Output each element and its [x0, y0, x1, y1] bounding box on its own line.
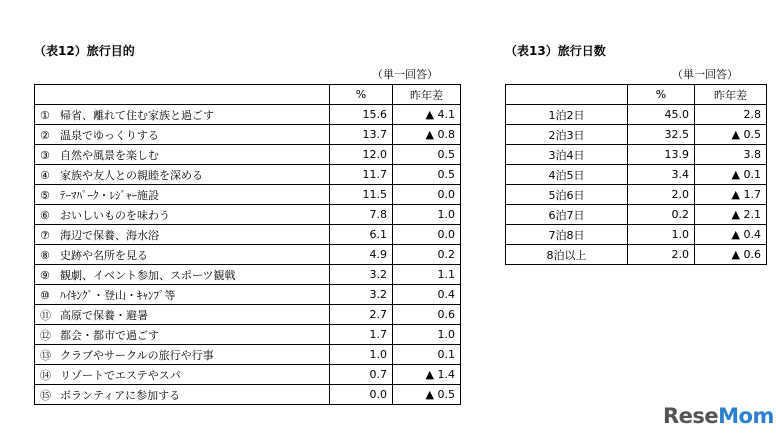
pct-cell: 13.7: [330, 125, 393, 145]
purpose-label: 帰省、離れて住む家族と過ごす: [60, 108, 214, 122]
purpose-label-cell: [35, 225, 330, 245]
travel-days-table: [505, 84, 767, 265]
pct-cell: 2.7: [330, 305, 393, 325]
row-number: ⑬: [40, 348, 51, 362]
pct-cell: 13.9: [628, 145, 695, 165]
logo-text-rese: Rese: [663, 404, 719, 428]
purpose-label: 高原で保養・避暑: [60, 308, 148, 322]
table-row: [506, 165, 767, 185]
table-row: [35, 365, 461, 385]
pct-cell: 12.0: [330, 145, 393, 165]
purpose-label: 自然や風景を楽しむ: [60, 148, 159, 162]
purpose-label: 史跡や名所を見る: [60, 248, 148, 262]
diff-cell: ▲ 0.5: [695, 125, 767, 145]
days-label-cell: 1泊2日: [506, 105, 628, 125]
diff-cell: ▲ 0.8: [393, 125, 461, 145]
row-number: ⑤: [40, 188, 50, 202]
table-row: [35, 245, 461, 265]
purpose-label-cell: [35, 105, 330, 125]
pct-cell: 15.6: [330, 105, 393, 125]
row-number: ⑧: [40, 248, 50, 262]
table-row: [35, 165, 461, 185]
purpose-label-cell: [35, 245, 330, 265]
pct-cell: 0.0: [330, 385, 393, 405]
diff-cell: 0.5: [393, 165, 461, 185]
table-row: [35, 225, 461, 245]
purpose-label: 家族や友人との親睦を深める: [60, 168, 203, 182]
table-row: [506, 205, 767, 225]
purpose-label-cell: [35, 205, 330, 225]
diff-cell: 0.0: [393, 225, 461, 245]
row-number: ⑫: [40, 328, 51, 342]
purpose-label-cell: [35, 145, 330, 165]
row-number: ⑨: [40, 268, 50, 282]
days-label-cell: 3泊4日: [506, 145, 628, 165]
days-label-cell: 7泊8日: [506, 225, 628, 245]
table-row: [35, 105, 461, 125]
table-row: [35, 285, 461, 305]
table12-header-diff: 昨年差: [393, 85, 461, 105]
table12-note: （単一回答）: [372, 68, 438, 81]
table13-header-pct: %: [628, 85, 695, 105]
row-number: ②: [40, 128, 50, 142]
purpose-label-cell: [35, 345, 330, 365]
pct-cell: 4.9: [330, 245, 393, 265]
pct-cell: 3.2: [330, 265, 393, 285]
pct-cell: 45.0: [628, 105, 695, 125]
pct-cell: 2.0: [628, 185, 695, 205]
table13-note: （単一回答）: [672, 68, 738, 81]
pct-cell: 1.7: [330, 325, 393, 345]
diff-cell: 2.8: [695, 105, 767, 125]
pct-cell: 1.0: [628, 225, 695, 245]
diff-cell: 0.0: [393, 185, 461, 205]
diff-cell: ▲ 1.4: [393, 365, 461, 385]
table-row: [35, 345, 461, 365]
purpose-label-cell: [35, 385, 330, 405]
logo-text-mom: Mom: [718, 404, 774, 428]
purpose-label-cell: [35, 165, 330, 185]
diff-cell: 0.2: [393, 245, 461, 265]
table-row: [506, 185, 767, 205]
table-row: [506, 225, 767, 245]
pct-cell: 0.7: [330, 365, 393, 385]
days-label-cell: 2泊3日: [506, 125, 628, 145]
table-row: [35, 145, 461, 165]
diff-cell: 1.1: [393, 265, 461, 285]
row-number: ⑭: [40, 368, 51, 382]
table-row: [35, 185, 461, 205]
pct-cell: 11.5: [330, 185, 393, 205]
diff-cell: 0.1: [393, 345, 461, 365]
table-row: [506, 105, 767, 125]
pct-cell: 11.7: [330, 165, 393, 185]
table13-title: （表13）旅行日数: [505, 44, 606, 58]
resemom-logo: [663, 404, 774, 428]
row-number: ⑩: [40, 288, 50, 302]
purpose-label-cell: [35, 125, 330, 145]
diff-cell: ▲ 0.5: [393, 385, 461, 405]
purpose-label-cell: [35, 305, 330, 325]
purpose-label: 温泉でゆっくりする: [60, 128, 159, 142]
diff-cell: 3.8: [695, 145, 767, 165]
pct-cell: 7.8: [330, 205, 393, 225]
purpose-label: ﾊｲｷﾝｸﾞ・登山・ｷｬﾝﾌﾟ等: [60, 288, 176, 302]
table12-header-pct: %: [330, 85, 393, 105]
purpose-label-cell: [35, 365, 330, 385]
purpose-label: リゾートでエステやスパ: [60, 368, 181, 382]
table13-header-diff: 昨年差: [695, 85, 767, 105]
table-row: [35, 385, 461, 405]
purpose-label: ﾃｰﾏﾊﾟｰｸ・ﾚｼﾞｬｰ施設: [60, 188, 159, 202]
purpose-label-cell: [35, 285, 330, 305]
days-label-cell: 5泊6日: [506, 185, 628, 205]
row-number: ⑥: [40, 208, 50, 222]
pct-cell: 32.5: [628, 125, 695, 145]
table12-title: （表12）旅行目的: [34, 44, 135, 58]
table13-header-row: [506, 85, 767, 105]
purpose-label: クラブやサークルの旅行や行事: [60, 348, 214, 362]
days-label-cell: 8泊以上: [506, 245, 628, 265]
row-number: ①: [40, 108, 50, 122]
purpose-label-cell: [35, 265, 330, 285]
table-row: [35, 305, 461, 325]
pct-cell: 6.1: [330, 225, 393, 245]
table-row: [506, 245, 767, 265]
days-label-cell: 6泊7日: [506, 205, 628, 225]
pct-cell: 0.2: [628, 205, 695, 225]
purpose-label: ボランティアに参加する: [60, 388, 181, 402]
purpose-label: 海辺で保養、海水浴: [60, 228, 159, 242]
purpose-label: 都会・都市で過ごす: [60, 328, 159, 342]
diff-cell: 0.4: [393, 285, 461, 305]
diff-cell: ▲ 0.1: [695, 165, 767, 185]
table-row: [35, 205, 461, 225]
row-number: ⑮: [40, 388, 51, 402]
diff-cell: ▲ 0.4: [695, 225, 767, 245]
purpose-label: おいしいものを味わう: [60, 208, 170, 222]
pct-cell: 3.4: [628, 165, 695, 185]
diff-cell: ▲ 4.1: [393, 105, 461, 125]
table12-header-label: [35, 85, 330, 105]
table-row: [35, 265, 461, 285]
diff-cell: 1.0: [393, 205, 461, 225]
travel-purpose-table: [34, 84, 461, 405]
days-label-cell: 4泊5日: [506, 165, 628, 185]
row-number: ④: [40, 168, 50, 182]
pct-cell: 3.2: [330, 285, 393, 305]
table-row: [506, 145, 767, 165]
table13-header-label: [506, 85, 628, 105]
table-row: [35, 325, 461, 345]
diff-cell: 0.6: [393, 305, 461, 325]
diff-cell: ▲ 1.7: [695, 185, 767, 205]
row-number: ⑦: [40, 228, 50, 242]
row-number: ⑪: [40, 308, 51, 322]
table-row: [35, 125, 461, 145]
row-number: ③: [40, 148, 50, 162]
purpose-label: 観劇、イベント参加、スポーツ観戦: [60, 268, 236, 282]
diff-cell: 1.0: [393, 325, 461, 345]
diff-cell: ▲ 2.1: [695, 205, 767, 225]
pct-cell: 1.0: [330, 345, 393, 365]
pct-cell: 2.0: [628, 245, 695, 265]
purpose-label-cell: [35, 325, 330, 345]
purpose-label-cell: [35, 185, 330, 205]
table-row: [506, 125, 767, 145]
diff-cell: 0.5: [393, 145, 461, 165]
table12-header-row: [35, 85, 461, 105]
diff-cell: ▲ 0.6: [695, 245, 767, 265]
